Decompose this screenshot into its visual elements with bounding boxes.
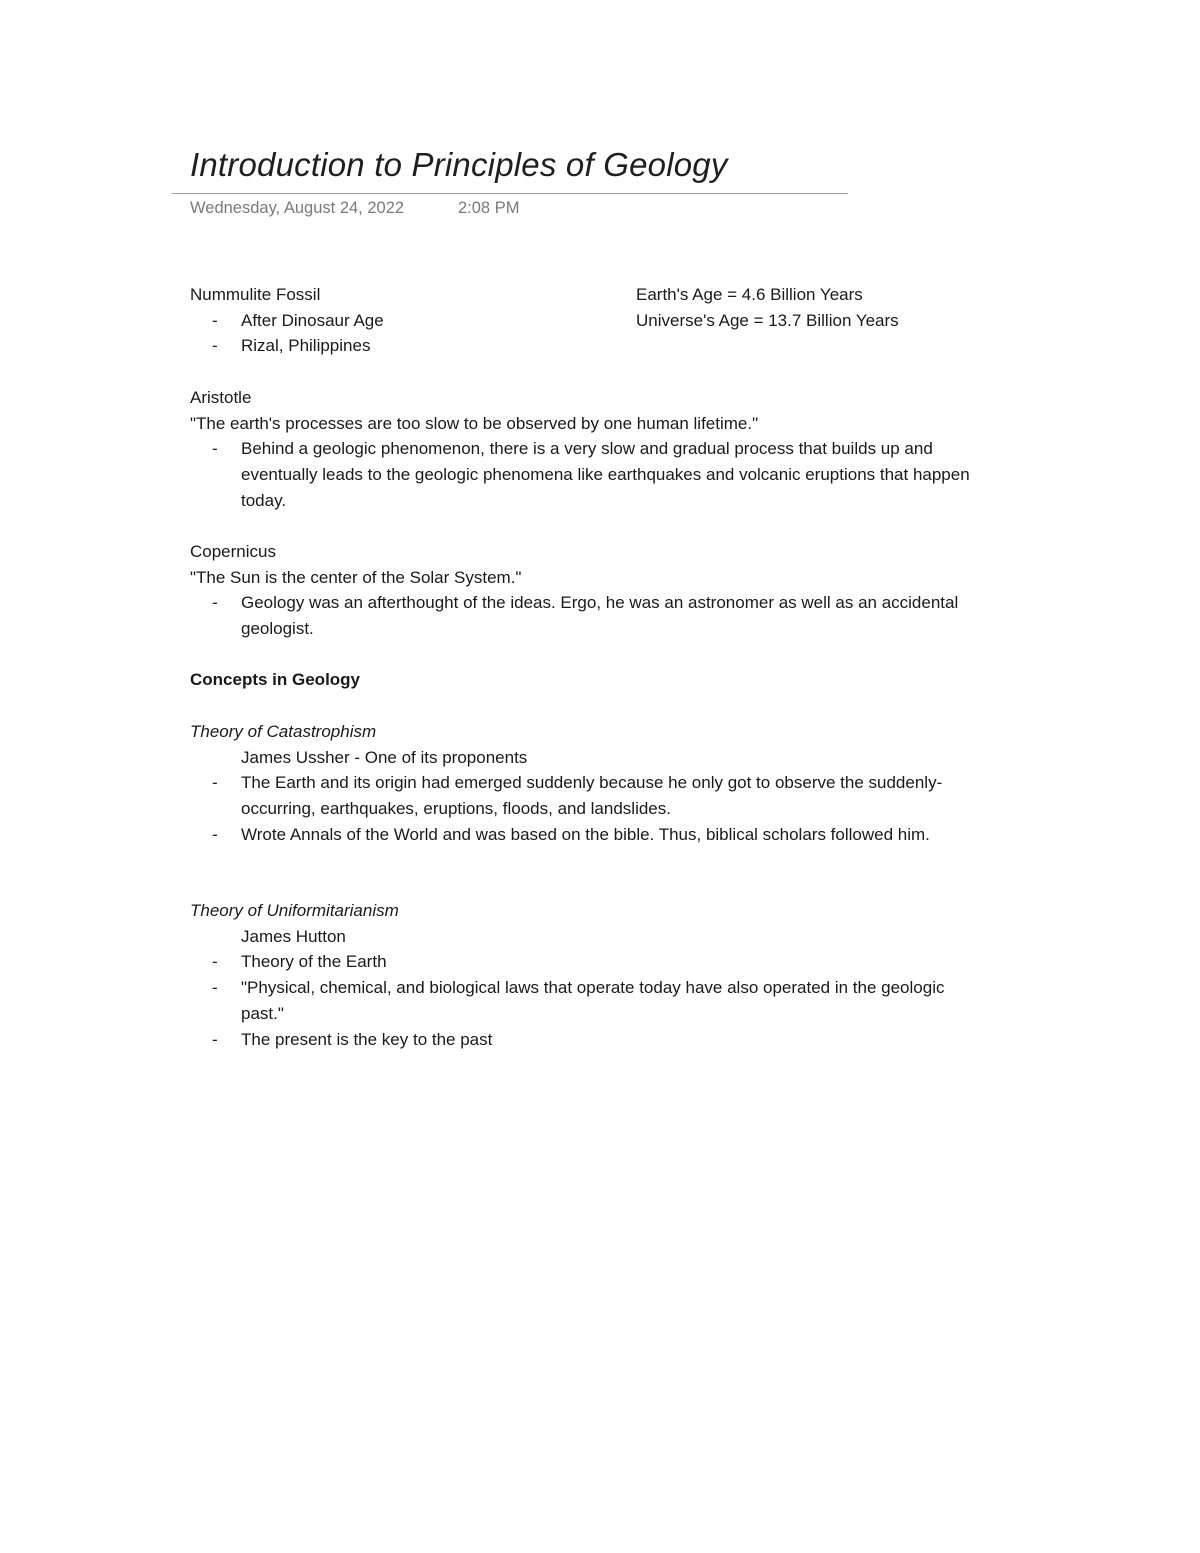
list-item: - The present is the key to the past (212, 1029, 493, 1049)
page-title: Introduction to Principles of Geology (190, 146, 728, 183)
catastrophism-proponent: James Ussher - One of its proponents (241, 747, 528, 767)
uniformitarianism-heading: Theory of Uniformitarianism (190, 901, 399, 920)
catastrophism-section (190, 719, 1001, 848)
uniformitarianism-proponent: James Hutton (241, 926, 346, 946)
title-underline (172, 193, 848, 194)
note-date: Wednesday, August 24, 2022 (190, 199, 405, 217)
list-item: - Wrote Annals of the World and was based on the bible. Thus, biblical scholars followed him. (212, 824, 930, 844)
list-item: - Geology was an afterthought of the ideas. Ergo, he was an astronomer as well as an accidental geologist. (212, 593, 959, 639)
nummulite-heading: Nummulite Fossil (190, 285, 321, 304)
concepts-heading: Concepts in Geology (190, 670, 361, 689)
aristotle-quote: "The earth's processes are too slow to be observed by one human lifetime." (190, 413, 759, 433)
aristotle-heading: Aristotle (190, 388, 252, 407)
note-time: 2:08 PM (458, 199, 520, 217)
list-item: - After Dinosaur Age (212, 310, 384, 330)
list-item: - The Earth and its origin had emerged suddenly because he only got to observe the suddenly-occurring, earthquakes, eruptions, floods, and landslides. (212, 773, 943, 819)
uniformitarianism-section (190, 898, 1001, 1052)
copernicus-section (190, 539, 981, 642)
universe-age: Universe's Age = 13.7 Billion Years (636, 310, 899, 330)
earth-age: Earth's Age = 4.6 Billion Years (636, 285, 863, 304)
copernicus-quote: "The Sun is the center of the Solar System." (190, 567, 522, 587)
list-item: - Rizal, Philippines (212, 336, 371, 356)
list-item: - "Physical, chemical, and biological laws that operate today have also operated in the geologic past." (212, 978, 945, 1023)
aristotle-section (190, 385, 1001, 514)
catastrophism-heading: Theory of Catastrophism (190, 722, 377, 741)
list-item: - Theory of the Earth (212, 952, 387, 972)
copernicus-heading: Copernicus (190, 542, 276, 561)
ages-column (636, 282, 899, 333)
list-item: - Behind a geologic phenomenon, there is a very slow and gradual process that builds up and eventually leads to the geologic phenomena like earthquakes and volcanic eruptions that happen today. (212, 439, 970, 510)
